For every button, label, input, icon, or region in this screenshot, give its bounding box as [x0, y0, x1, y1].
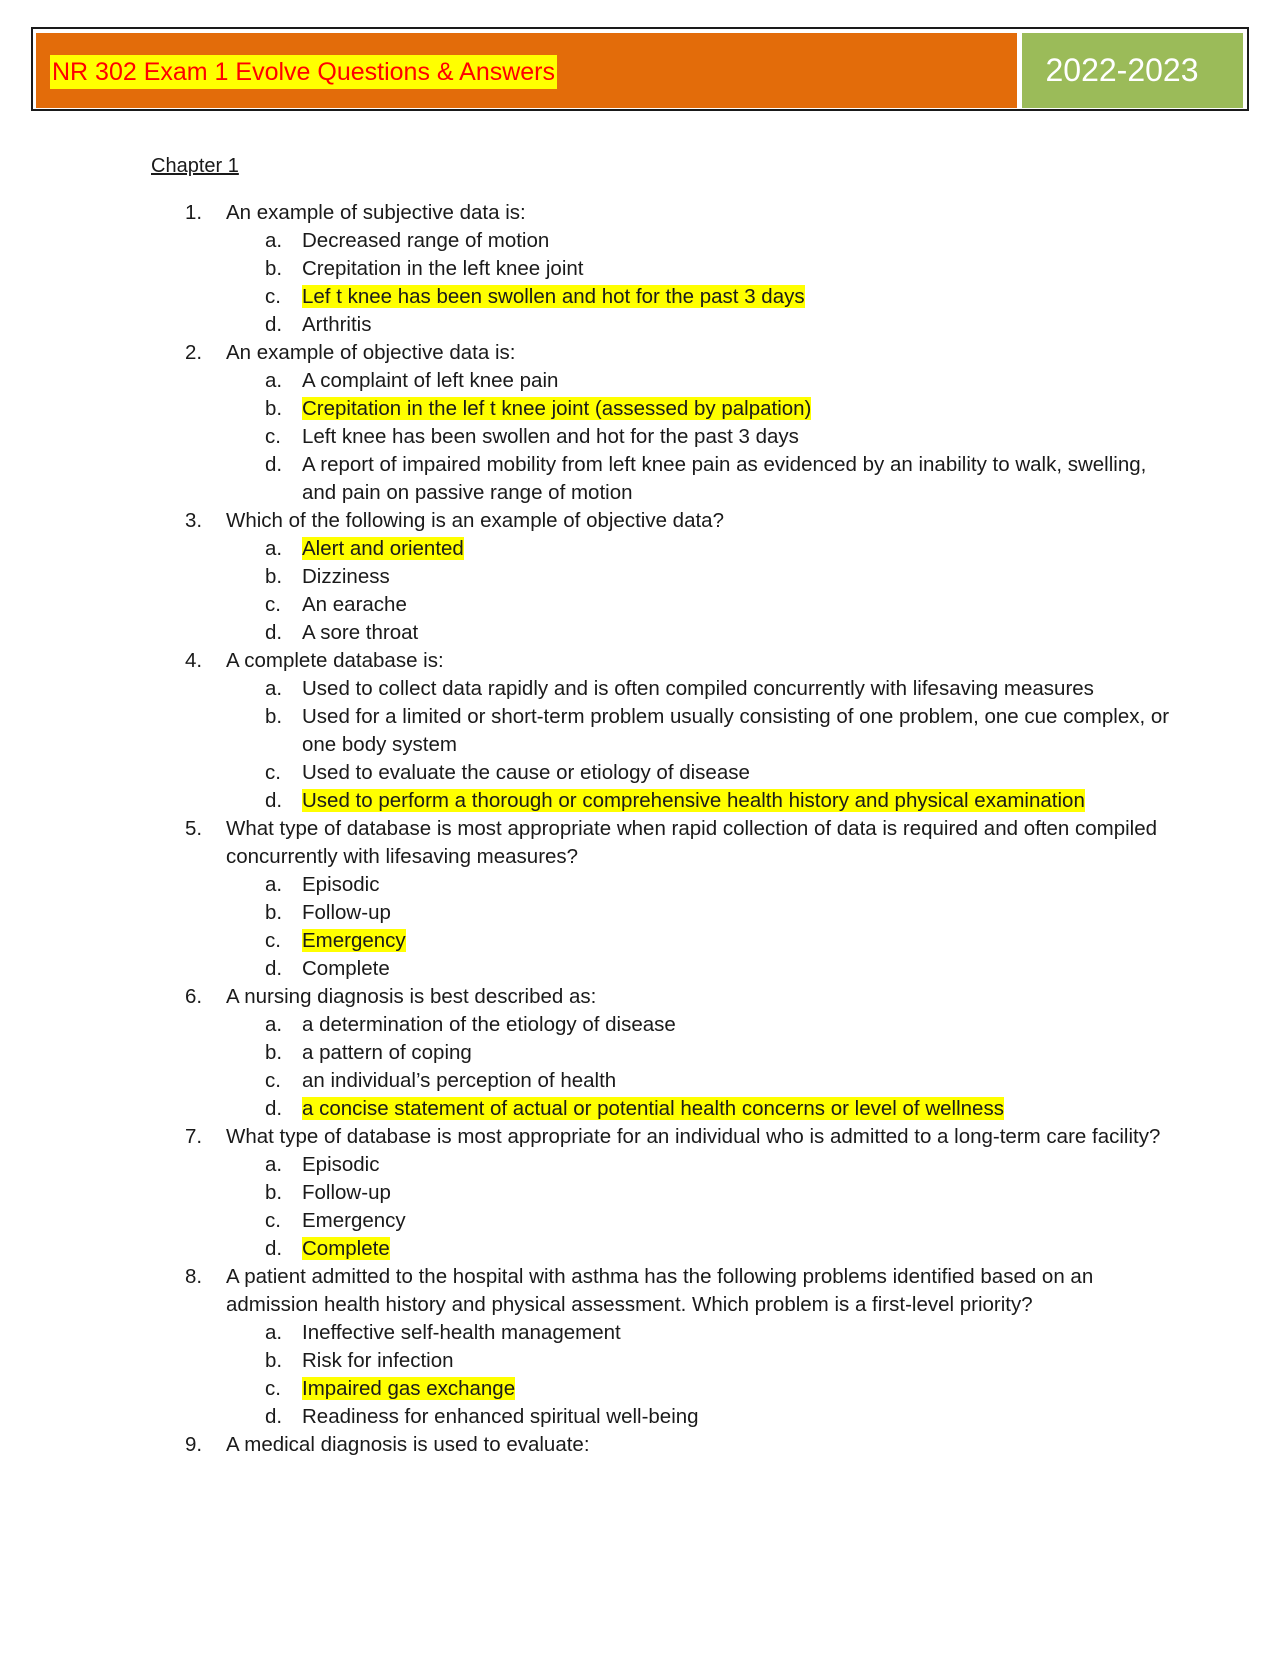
answer-option [185, 1039, 1185, 1067]
answer-option [185, 1011, 1185, 1039]
option-letter: d. [265, 1097, 283, 1120]
question-item [185, 339, 1185, 367]
option-letter: b. [265, 705, 283, 728]
option-text: Dizziness [302, 565, 390, 588]
option-letter: d. [265, 453, 283, 476]
question-number: 2. [185, 341, 203, 364]
option-text: Left knee has been swollen and hot for the past 3 days [302, 425, 799, 448]
question-item [185, 1123, 1185, 1151]
option-text: An earache [302, 593, 407, 616]
option-text: Complete [302, 957, 390, 980]
answer-option [185, 283, 1185, 311]
answer-option [185, 1151, 1185, 1179]
option-text: Used to evaluate the cause or etiology of disease [302, 761, 750, 784]
question-number: 5. [185, 817, 203, 840]
option-letter: d. [265, 313, 283, 336]
option-letter: b. [265, 1181, 283, 1204]
answer-option [185, 927, 1185, 955]
correct-answer-text: Crepitation in the lef t knee joint (assessed by palpation) [302, 397, 812, 420]
answer-option [185, 591, 1185, 619]
answer-option [185, 955, 1185, 983]
answer-option [185, 1067, 1185, 1095]
option-text: Arthritis [302, 313, 372, 336]
answer-option [185, 367, 1185, 395]
answer-option [185, 1375, 1185, 1403]
option-letter: d. [265, 1237, 283, 1260]
option-text: A complaint of left knee pain [302, 369, 559, 392]
question-item [185, 507, 1185, 535]
question-number: 9. [185, 1433, 203, 1456]
option-text: Readiness for enhanced spiritual well-being [302, 1405, 699, 1428]
question-text: A medical diagnosis is used to evaluate: [226, 1433, 590, 1456]
answer-option [185, 1179, 1185, 1207]
question-number: 6. [185, 985, 203, 1008]
option-letter: a. [265, 229, 283, 252]
question-text: A patient admitted to the hospital with asthma has the following problems identified based on an admission health history and physical assessment. Which problem is a first-level priority? [226, 1265, 1094, 1316]
option-letter: d. [265, 621, 283, 644]
answer-option [185, 1235, 1185, 1263]
option-text: a pattern of coping [302, 1041, 472, 1064]
option-letter: c. [265, 1069, 281, 1092]
answer-option [185, 787, 1185, 815]
option-text: Risk for infection [302, 1349, 454, 1372]
answer-option [185, 255, 1185, 283]
answer-option [185, 759, 1185, 787]
question-number: 3. [185, 509, 203, 532]
option-letter: c. [265, 929, 281, 952]
option-letter: b. [265, 397, 283, 420]
option-letter: b. [265, 901, 283, 924]
question-item [185, 647, 1185, 675]
question-text: What type of database is most appropriate for an individual who is admitted to a long-term care facility? [226, 1125, 1161, 1148]
option-text: a determination of the etiology of disease [302, 1013, 676, 1036]
option-text: Follow-up [302, 1181, 391, 1204]
question-text: Which of the following is an example of objective data? [226, 509, 724, 532]
answer-option [185, 871, 1185, 899]
correct-answer-text: Lef t knee has been swollen and hot for the past 3 days [302, 285, 805, 308]
option-letter: a. [265, 1321, 283, 1344]
option-letter: b. [265, 565, 283, 588]
answer-option [185, 451, 1185, 507]
answer-option [185, 395, 1185, 423]
option-letter: d. [265, 789, 283, 812]
answer-option [185, 1095, 1185, 1123]
option-letter: a. [265, 677, 283, 700]
document-year: 2022-2023 [1045, 52, 1199, 88]
answer-option [185, 423, 1185, 451]
option-letter: b. [265, 257, 283, 280]
option-text: an individual’s perception of health [302, 1069, 617, 1092]
option-letter: c. [265, 1377, 281, 1400]
answer-option [185, 563, 1185, 591]
question-text: A complete database is: [226, 649, 444, 672]
correct-answer-text: Complete [302, 1237, 390, 1260]
correct-answer-text: Alert and oriented [302, 537, 464, 560]
option-text: A report of impaired mobility from left knee pain as evidenced by an inability to walk, swelling, and pain on passive range of motion [302, 453, 1147, 504]
answer-option [185, 703, 1185, 759]
option-text: Emergency [302, 1209, 406, 1232]
answer-option [185, 535, 1185, 563]
correct-answer-text: a concise statement of actual or potential health concerns or level of wellness [302, 1097, 1004, 1120]
answer-option [185, 1319, 1185, 1347]
option-letter: d. [265, 1405, 283, 1428]
option-letter: a. [265, 537, 283, 560]
correct-answer-text: Emergency [302, 929, 406, 952]
question-text: A nursing diagnosis is best described as: [226, 985, 597, 1008]
option-text: Used for a limited or short-term problem usually consisting of one problem, one cue complex, or one body system [302, 705, 1170, 756]
answer-option [185, 1207, 1185, 1235]
option-letter: a. [265, 1013, 283, 1036]
option-letter: c. [265, 1209, 281, 1232]
option-text: Episodic [302, 873, 380, 896]
option-letter: c. [265, 761, 281, 784]
option-letter: a. [265, 873, 283, 896]
question-item [185, 1263, 1185, 1319]
answer-option [185, 619, 1185, 647]
option-text: Follow-up [302, 901, 391, 924]
answer-option [185, 899, 1185, 927]
question-number: 4. [185, 649, 203, 672]
option-letter: c. [265, 593, 281, 616]
question-item [185, 815, 1185, 871]
option-letter: a. [265, 369, 283, 392]
option-letter: b. [265, 1041, 283, 1064]
option-letter: d. [265, 957, 283, 980]
answer-option [185, 1403, 1185, 1431]
question-item [185, 199, 1185, 227]
option-text: Ineffective self-health management [302, 1321, 621, 1344]
question-text: What type of database is most appropriate when rapid collection of data is required and often compiled concurrently with lifesaving measures? [226, 817, 1158, 868]
answer-option [185, 227, 1185, 255]
option-letter: c. [265, 425, 281, 448]
option-text: A sore throat [302, 621, 419, 644]
question-item [185, 1431, 1185, 1459]
document-title: NR 302 Exam 1 Evolve Questions & Answers [50, 55, 557, 89]
option-text: Episodic [302, 1153, 380, 1176]
question-number: 1. [185, 201, 203, 224]
option-text: Crepitation in the left knee joint [302, 257, 584, 280]
correct-answer-text: Impaired gas exchange [302, 1377, 516, 1400]
question-text: An example of subjective data is: [226, 201, 526, 224]
chapter-heading: Chapter 1 [151, 155, 239, 177]
question-number: 7. [185, 1125, 203, 1148]
question-text: An example of objective data is: [226, 341, 516, 364]
option-letter: b. [265, 1349, 283, 1372]
question-list [185, 199, 1185, 1459]
option-letter: c. [265, 285, 281, 308]
question-item [185, 983, 1185, 1011]
option-letter: a. [265, 1153, 283, 1176]
option-text: Decreased range of motion [302, 229, 550, 252]
answer-option [185, 311, 1185, 339]
answer-option [185, 1347, 1185, 1375]
correct-answer-text: Used to perform a thorough or comprehensive health history and physical examination [302, 789, 1085, 812]
option-text: Used to collect data rapidly and is often compiled concurrently with lifesaving measures [302, 677, 1094, 700]
answer-option [185, 675, 1185, 703]
question-number: 8. [185, 1265, 203, 1288]
